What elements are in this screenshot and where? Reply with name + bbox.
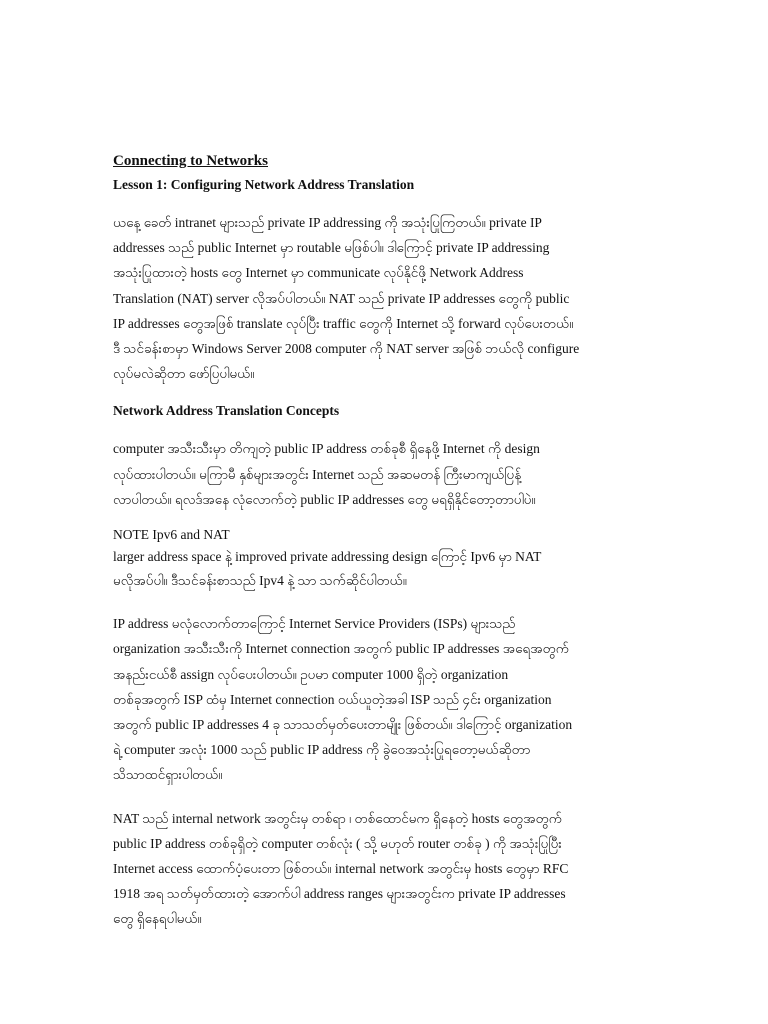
isp-line: အနည်းငယ်စီ assign လုပ်ပေးပါတယ်။ ဥပမာ computer 1000 ရှိတဲ့ organization [113,666,509,682]
isp-line: တစ်ခုအတွက် ISP ထံမှ Internet connection ဝယ်ယူတဲ့အခါ ISP သည် ၄င်း organization [113,691,552,707]
intro-line: IP addresses တွေအဖြစ် translate လုပ်ပြီး traffic တွေကို Internet သို့ forward လုပ်ပေးတယ်။ [113,315,574,331]
intro-line: လုပ်မလဲဆိုတာ ဖော်ပြပါမယ်။ [113,366,255,382]
isp-paragraph [113,611,658,787]
note-line: larger address space နဲ့ improved private addressing design ကြောင့် Ipv6 မှာ NAT [113,549,542,565]
intro-line: Translation (NAT) server လိုအပ်ပါတယ်။ NAT သည် private IP addresses တွေကို public [113,290,570,306]
concepts-line: လာပါတယ်။ ရလဒ်အနေ လုံလောက်တဲ့ public IP addresses တွေ မရရှိနိုင်တော့တာပါပဲ။ [113,491,536,507]
intro-line: ဒီ သင်ခန်းစာမှာ Windows Server 2008 computer ကို NAT server အဖြစ် ဘယ်လို configure [113,341,580,357]
note-paragraph [113,546,658,593]
nat-line: NAT သည် internal network အတွင်းမှ တစ်ရာ ၊ တစ်ထောင်မက ရှိနေတဲ့ hosts တွေအတွက် [113,810,562,826]
concepts-heading: Network Address Translation Concepts [113,403,340,419]
concepts-line: လုပ်ထားပါတယ်။ မကြာမီ နှစ်များအတွင်း Internet သည် အဆမတန် ကြီးမာကျယ်ပြန့် [113,466,522,482]
lesson-heading: Lesson 1: Configuring Network Address Translation [113,177,415,192]
nat-line: တွေ ရှိနေရပါမယ်။ [113,911,202,927]
note-label: NOTE Ipv6 and NAT [113,527,230,543]
intro-paragraph [113,210,658,386]
isp-line: အတွက် public IP addresses 4 ခု သာသတ်မှတ်ပေးတာမျိုး ဖြစ်တယ်။ ဒါကြောင့် organization [113,717,573,733]
nat-line: Internet access ထောက်ပံ့ပေးတာ ဖြစ်တယ်။ internal network အတွင်းမှ hosts တွေမှာ RFC [113,861,569,877]
note-line: မလိုအပ်ပါ။ ဒီသင်ခန်းစာသည် Ipv4 နဲ့ သာ သက်ဆိုင်ပါတယ်။ [113,573,407,589]
concepts-paragraph [113,436,658,512]
isp-line: organization အသီးသီးကို Internet connection အတွက် public IP addresses အရေအတွက် [113,641,569,657]
document-page [113,150,658,932]
intro-line: အသုံးပြုထားတဲ့ hosts တွေ Internet မှာ communicate လုပ်နိုင်ဖို့ Network Address [113,265,524,281]
intro-line: ယနေ့ ခေတ် intranet များသည် private IP addressing ကို အသုံးပြုကြတယ်။ private IP [113,215,542,230]
intro-line: addresses သည် public Internet မှာ routable မဖြစ်ပါ။ ဒါကြောင့် private IP addressing [113,240,550,256]
page-title: Connecting to Networks [113,153,268,169]
isp-line: သိသာထင်ရှားပါတယ်။ [113,767,223,783]
concepts-line: computer အသီးသီးမှာ တိကျတဲ့ public IP address တစ်ခုစီ ရှိနေဖို့ Internet ကို design [113,441,540,457]
isp-line: ရဲ့ computer အလုံး 1000 သည် public IP address ကို ခွဲဝေအသုံးပြုရတော့မယ်ဆိုတာ [113,742,531,758]
nat-line: 1918 အရ သတ်မှတ်ထားတဲ့ အောက်ပါ address ranges များအတွင်းက private IP addresses [113,886,566,902]
nat-line: public IP address တစ်ခုရှိတဲ့ computer တစ်လုံး ( သို့ မဟုတ် router တစ်ခု ) ကို အသုံးပြုပြီး [113,835,562,851]
isp-line: IP address မလုံလောက်တာကြောင့် Internet Service Providers (ISPs) များသည် [113,616,516,632]
nat-paragraph [113,806,658,932]
